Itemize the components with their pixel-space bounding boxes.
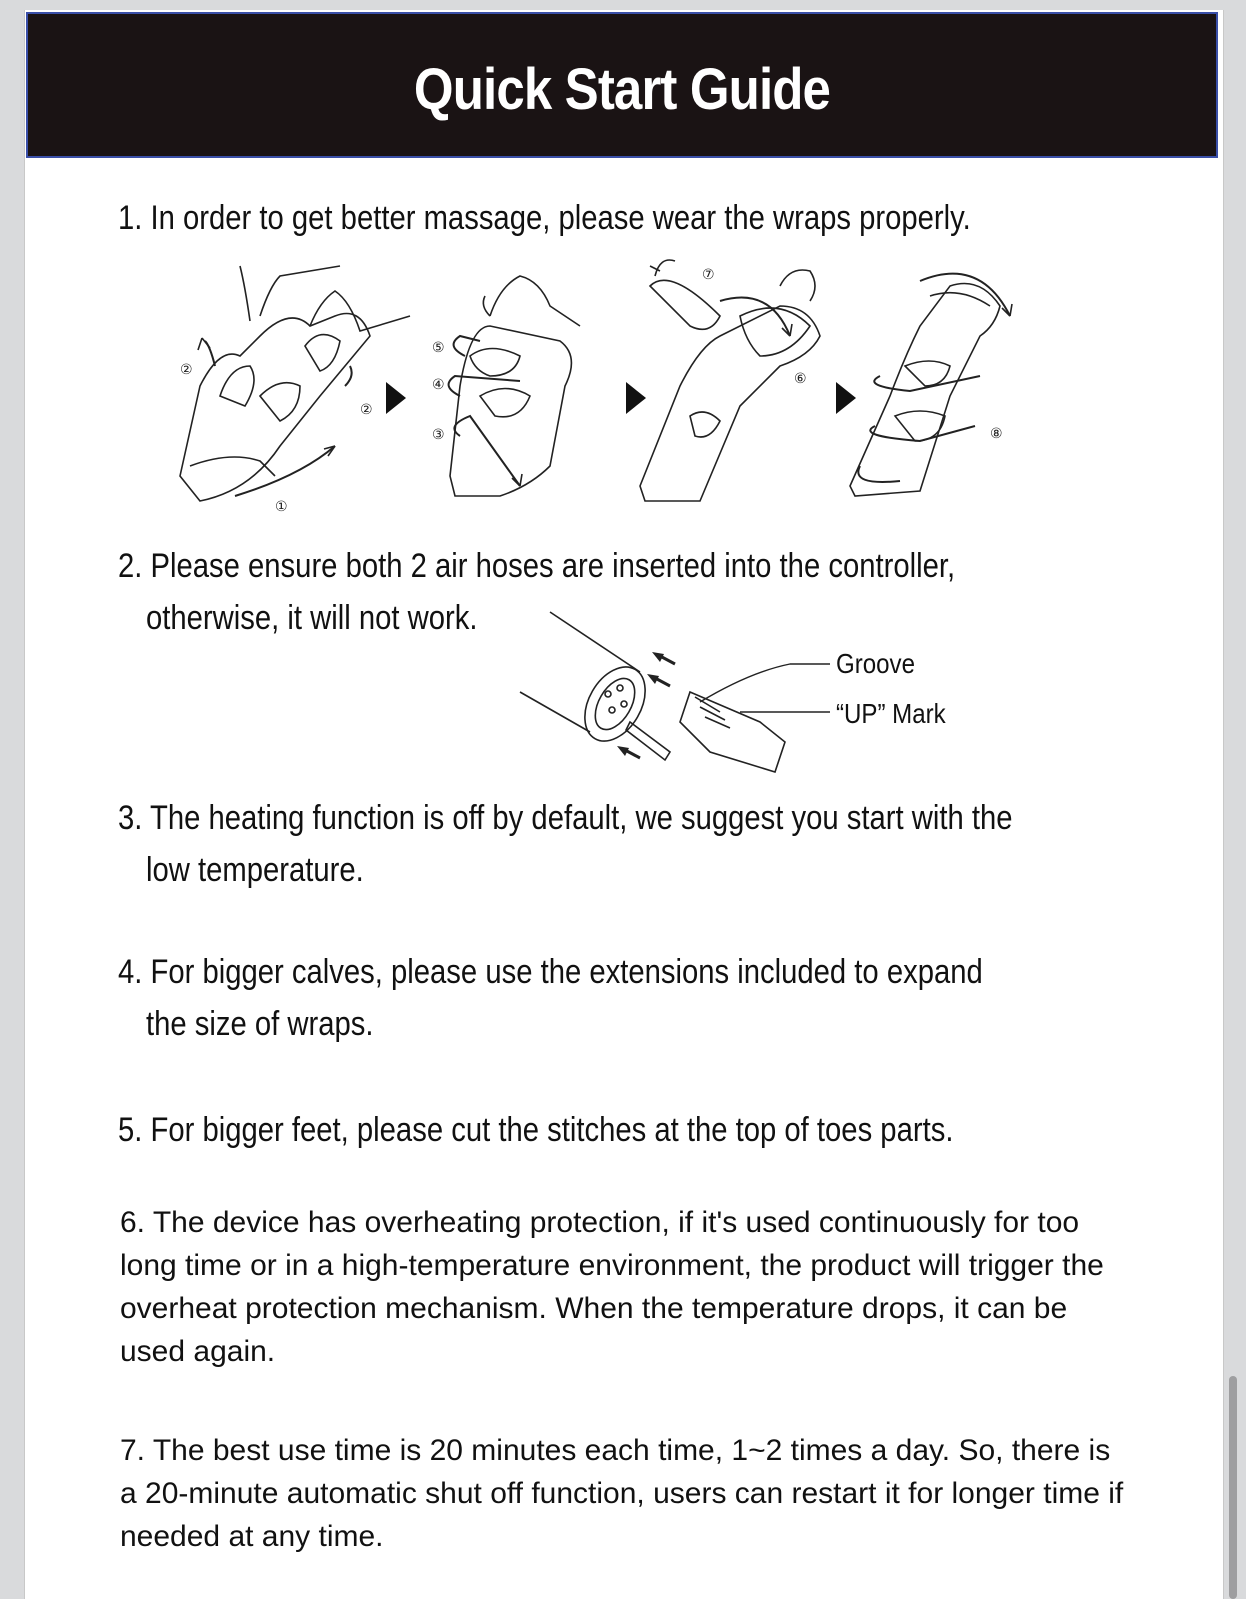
marker-6: ⑥ — [794, 371, 807, 387]
air-hose-connector-illustration — [520, 612, 850, 792]
marker-2b: ② — [360, 402, 373, 418]
arrow-next-1 — [386, 382, 406, 414]
title-banner — [26, 12, 1218, 158]
step-7-text: 7. The best use time is 20 minutes each time, 1~2 times a day. So, there is a 20-minute automatic shut off function, users can restart it for longer time if needed at any time. — [120, 1434, 1124, 1553]
step-3-text-line2: low temperature. — [146, 851, 364, 889]
step-2-text-line2: otherwise, it will not work. — [146, 599, 478, 637]
marker-5: ⑤ — [432, 340, 445, 356]
step-4-text-line2: the size of wraps. — [146, 1005, 374, 1043]
marker-7: ⑦ — [702, 267, 715, 283]
wrap-step-panel-3 — [640, 260, 820, 501]
step-6-text: 6. The device has overheating protection, if it's used continuously for too long time or in a high-temperature environment, the product will trigger the overheat protection mechanism. When the temperature drops, it can be used again. — [120, 1206, 1104, 1368]
step-2-text-line1: 2. Please ensure both 2 air hoses are inserted into the controller, — [118, 547, 956, 585]
step-5-text: 5. For bigger feet, please cut the stitches at the top of toes parts. — [118, 1111, 954, 1149]
wrap-step-panel-2 — [449, 276, 580, 496]
arrow-next-3 — [836, 382, 856, 414]
step-1-text: 1. In order to get better massage, please wear the wraps properly. — [118, 199, 971, 237]
marker-8: ⑧ — [990, 426, 1003, 442]
page-title: Quick Start Guide — [413, 57, 831, 122]
up-mark-label: “UP” Mark — [836, 698, 946, 729]
marker-4: ④ — [432, 377, 445, 393]
step-4-text-line1: 4. For bigger calves, please use the extensions included to expand — [118, 953, 983, 991]
groove-label: Groove — [836, 648, 915, 679]
marker-3: ③ — [432, 427, 445, 443]
wrap-step-panel-4 — [850, 274, 1012, 496]
marker-2a: ② — [180, 362, 193, 378]
arrow-next-2 — [626, 382, 646, 414]
wrap-step-panel-1 — [180, 266, 410, 501]
wrap-wearing-illustration — [160, 246, 1060, 536]
step-3-text-line1: 3. The heating function is off by default, we suggest you start with the — [118, 799, 1013, 837]
marker-1: ① — [275, 499, 288, 515]
vertical-scrollbar[interactable] — [1229, 1376, 1237, 1599]
